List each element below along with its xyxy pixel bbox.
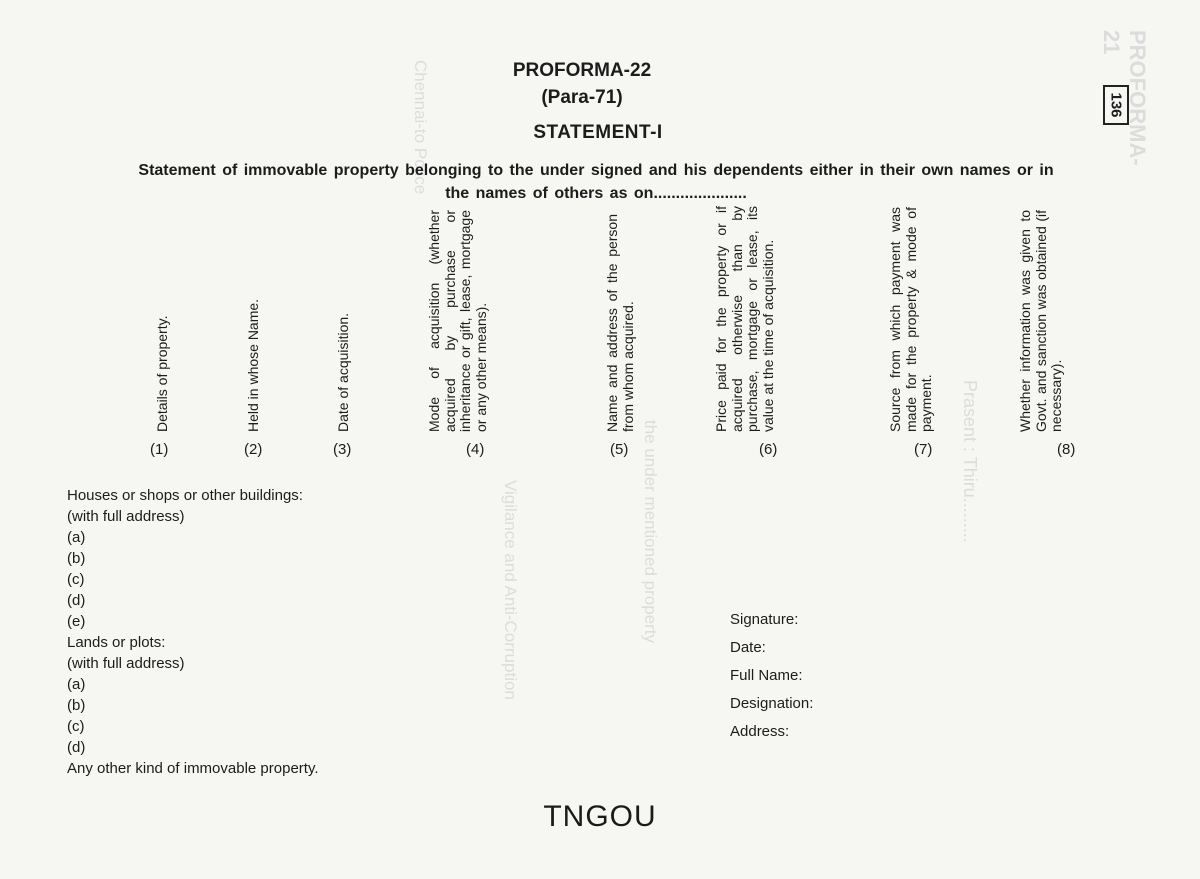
list-item: (b) bbox=[67, 697, 86, 714]
statement-title: STATEMENT-I bbox=[533, 122, 663, 143]
column-heading-2: Held in whose Name. bbox=[245, 298, 261, 432]
list-item: (a) bbox=[67, 529, 86, 546]
column-heading-4: Mode of acquisition (whether acquired by purchase or inheritance or gift, lease, mortgage or any other means). bbox=[426, 210, 489, 432]
full-name-label: Full Name: bbox=[730, 667, 803, 684]
column-heading-1: Details of property. bbox=[154, 315, 170, 432]
column-number-2: (2) bbox=[244, 441, 263, 458]
lands-heading: Lands or plots: bbox=[67, 634, 166, 651]
signature-block bbox=[730, 606, 813, 746]
column-heading-3: Date of acquisition. bbox=[335, 312, 351, 432]
signature-label: Signature: bbox=[730, 611, 799, 628]
intro-statement bbox=[70, 159, 1122, 205]
intro-line-1: Statement of immovable property belonging to the under signed and his dependents either in their own names or in bbox=[138, 162, 1054, 179]
list-item: (b) bbox=[67, 550, 86, 567]
bleed-through-text: PROFORMA-21 bbox=[1099, 30, 1150, 166]
bleed-through-text: Chennai-to Police bbox=[411, 60, 430, 195]
column-number-6: (6) bbox=[759, 441, 778, 458]
bleed-through-text: Vigilance and Anti-Corruption bbox=[501, 480, 520, 700]
list-item: (a) bbox=[67, 676, 86, 693]
list-item: (d) bbox=[67, 739, 86, 756]
column-heading-8: Whether information was given to Govt. and sanction was obtained (if necessary). bbox=[1017, 210, 1064, 432]
para-reference: (Para-71) bbox=[541, 87, 623, 108]
column-heading-7: Source from which payment was made for the property & mode of payment. bbox=[887, 207, 934, 432]
page-number: 136 bbox=[1107, 92, 1125, 118]
column-number-3: (3) bbox=[333, 441, 352, 458]
column-number-1: (1) bbox=[150, 441, 169, 458]
column-heading-6: Price paid for the property or if acquired otherwise than by purchase, mortgage or lease, its value at the time of acquisition. bbox=[713, 206, 776, 432]
list-item: (c) bbox=[67, 571, 85, 588]
column-number-7: (7) bbox=[914, 441, 933, 458]
list-item: (e) bbox=[67, 613, 86, 630]
proforma-title: PROFORMA-22 bbox=[512, 60, 652, 81]
lands-subheading: (with full address) bbox=[67, 655, 185, 672]
list-item: (c) bbox=[67, 718, 85, 735]
bleed-through-text: Prasent : Thiru......... bbox=[960, 380, 980, 543]
list-item: (d) bbox=[67, 592, 86, 609]
designation-label: Designation: bbox=[730, 695, 814, 712]
column-number-5: (5) bbox=[610, 441, 629, 458]
other-property-heading: Any other kind of immovable property. bbox=[67, 760, 319, 777]
intro-line-2: the names of others as on..................... bbox=[445, 185, 747, 202]
column-number-8: (8) bbox=[1057, 441, 1076, 458]
column-number-4: (4) bbox=[466, 441, 485, 458]
watermark-text: TNGOU bbox=[543, 800, 657, 833]
houses-subheading: (with full address) bbox=[67, 508, 185, 525]
date-label: Date: bbox=[730, 639, 766, 656]
property-list bbox=[67, 485, 319, 779]
address-label: Address: bbox=[730, 723, 790, 740]
houses-heading: Houses or shops or other buildings: bbox=[67, 487, 303, 504]
column-heading-5: Name and address of the person from whom acquired. bbox=[604, 214, 636, 432]
bleed-through-text: the under mentioned property bbox=[641, 420, 660, 644]
